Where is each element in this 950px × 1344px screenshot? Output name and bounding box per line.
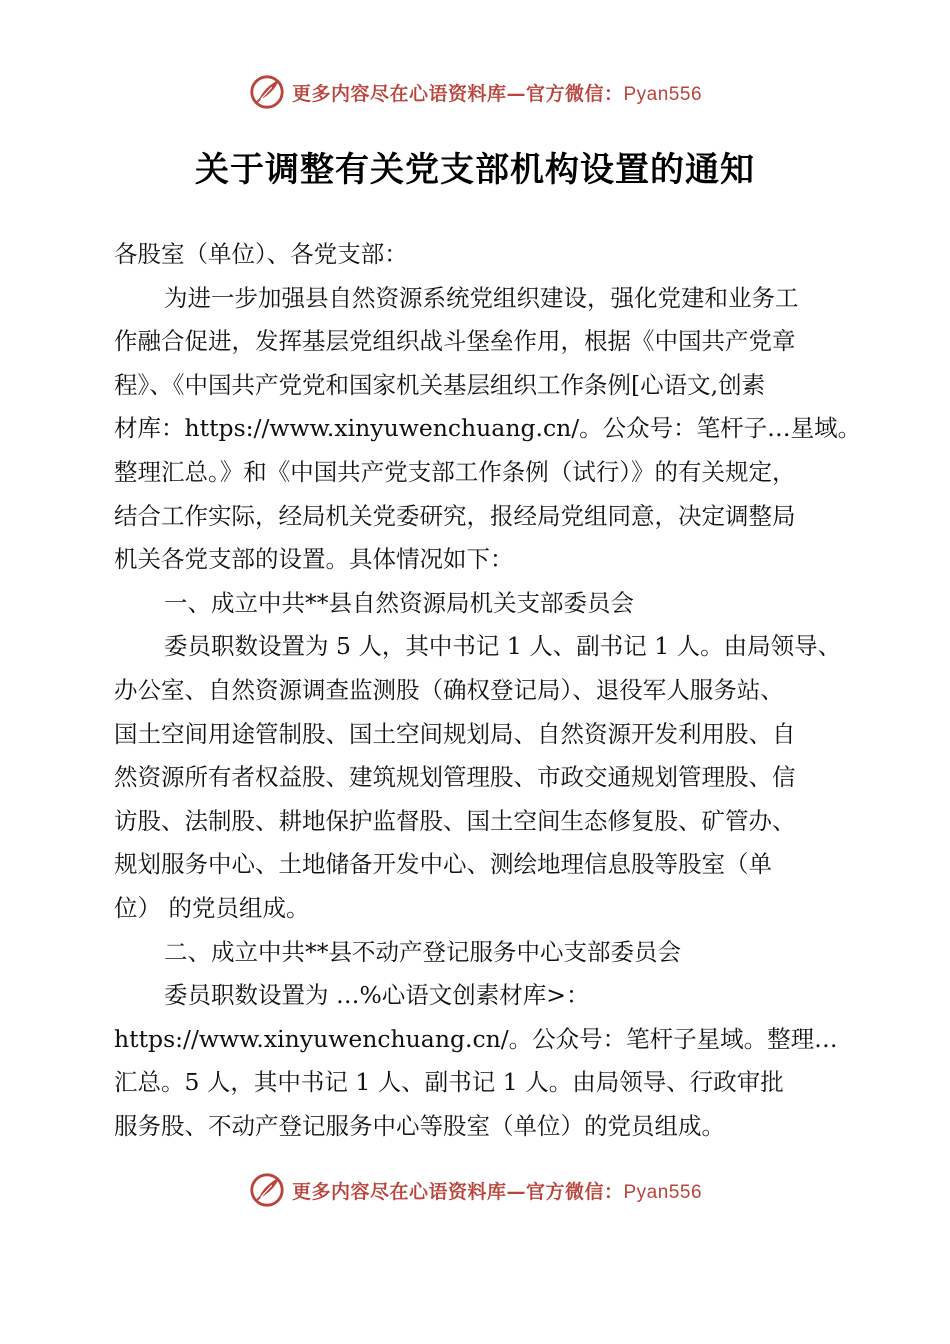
paragraph-line: 国土空间用途管制股、国土空间规划局、自然资源开发利用股、自 bbox=[114, 719, 796, 748]
footer-wechat-id: Pyan556 bbox=[623, 1181, 703, 1203]
paragraph-line: 位） 的党员组成。 bbox=[114, 893, 310, 922]
paragraph-line: 然资源所有者权益股、建筑规划管理股、市政交通规划管理股、信 bbox=[114, 763, 796, 792]
footer-watermark-banner bbox=[0, 1170, 950, 1210]
paragraph-line: https://www.xinyuwenchuang.cn/。公众号：笔杆子星域。整理… bbox=[114, 1024, 838, 1053]
section-heading-2: 二、成立中共**县不动产登记服务中心支部委员会 bbox=[164, 937, 681, 966]
salutation: 各股室（单位）、各党支部： bbox=[114, 240, 408, 268]
paragraph-line: 整理汇总。》和《中国共产党支部工作条例（试行）》的有关规定， bbox=[114, 457, 796, 486]
paragraph-line: 结合工作实际，经局机关党委研究，报经局党组同意，决定调整局 bbox=[114, 501, 796, 530]
paragraph-line: 程》、《中国共产党党和国家机关基层组织工作条例[心语文,创素 bbox=[114, 370, 766, 399]
paragraph-line: 作融合促进，发挥基层党组织战斗堡垒作用，根据《中国共产党章 bbox=[114, 327, 796, 356]
paragraph-line: 规划服务中心、土地储备开发中心、测绘地理信息股等股室（单 bbox=[114, 850, 772, 879]
paragraph-line: 委员职数设置为 5 人，其中书记 1 人、副书记 1 人。由局领导、 bbox=[164, 632, 842, 661]
feather-pen-logo-icon bbox=[248, 73, 286, 111]
document-title: 关于调整有关党支部机构设置的通知 bbox=[195, 150, 755, 190]
header-watermark-banner bbox=[0, 72, 950, 112]
paragraph-line: 汇总。5 人，其中书记 1 人、副书记 1 人。由局领导、行政审批 bbox=[114, 1068, 784, 1097]
paragraph-line: 机关各党支部的设置。具体情况如下： bbox=[114, 545, 514, 574]
feather-pen-logo-icon bbox=[248, 1171, 286, 1209]
paragraph-line: 委员职数设置为 …%心语文创素材库>： bbox=[164, 981, 590, 1010]
paragraph-line: 访股、法制股、耕地保护监督股、国土空间生态修复股、矿管办、 bbox=[114, 806, 796, 835]
document-body bbox=[114, 233, 862, 1148]
paragraph-line: 材库：https://www.xinyuwenchuang.cn/。公众号：笔杆子…星域。 bbox=[114, 414, 862, 443]
header-watermark-text: 更多内容尽在心语资料库—官方微信：Pyan556 bbox=[291, 82, 703, 105]
header-wechat-id: Pyan556 bbox=[623, 83, 703, 105]
paragraph-line: 服务股、不动产登记服务中心等股室（单位）的党员组成。 bbox=[114, 1111, 725, 1140]
footer-watermark-text: 更多内容尽在心语资料库—官方微信：Pyan556 bbox=[291, 1180, 703, 1203]
paragraph-line: 为进一步加强县自然资源系统党组织建设，强化党建和业务工 bbox=[164, 283, 799, 312]
section-heading-1: 一、成立中共**县自然资源局机关支部委员会 bbox=[164, 588, 634, 617]
paragraph-line: 办公室、自然资源调查监测股（确权登记局）、退役军人服务站、 bbox=[114, 675, 784, 704]
